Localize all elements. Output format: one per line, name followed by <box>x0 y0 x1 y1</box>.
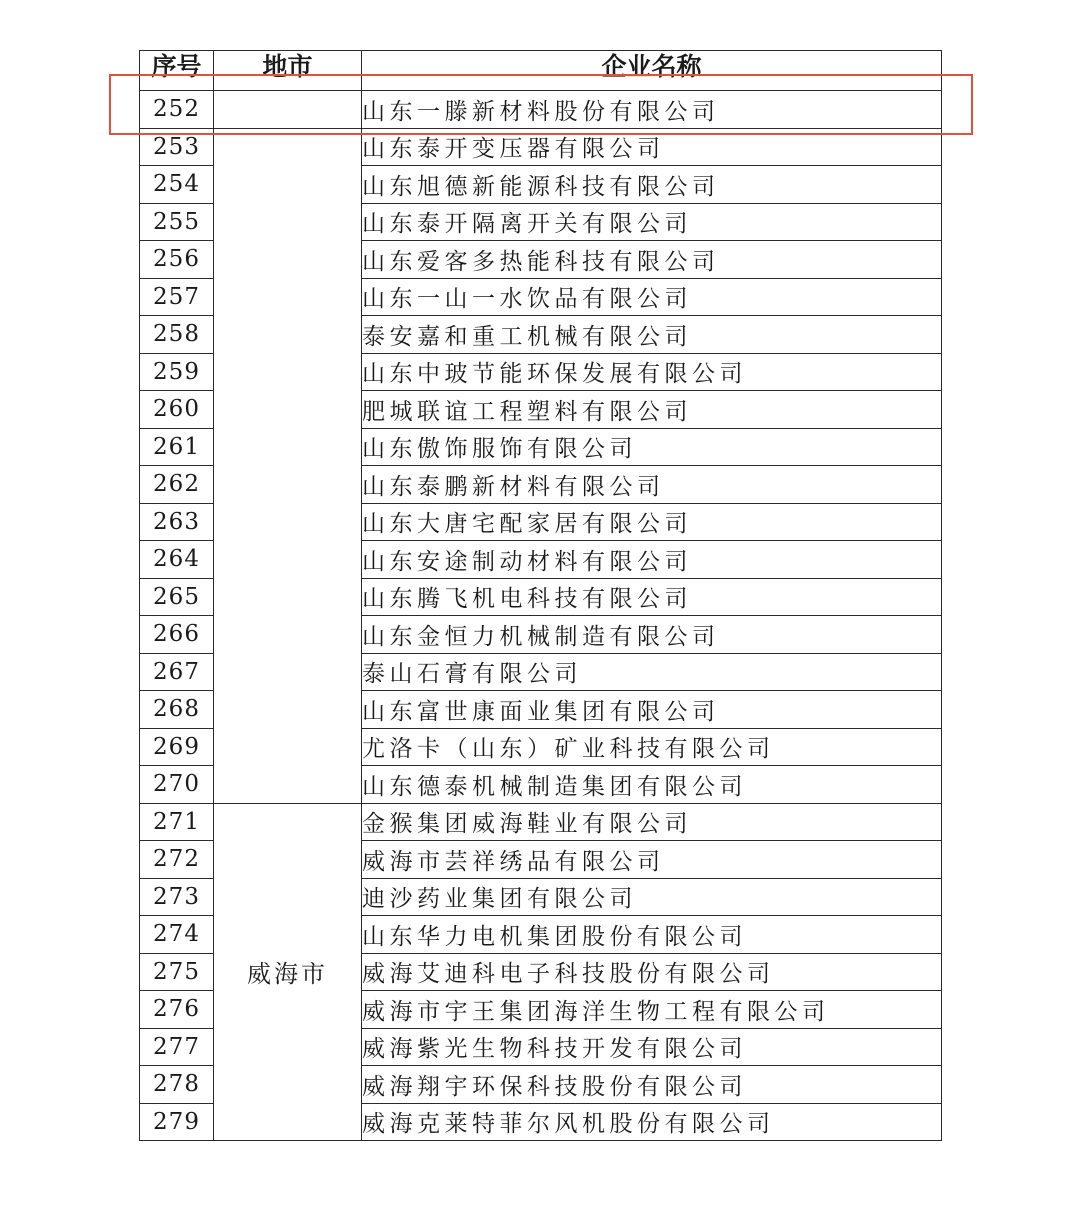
row-enterprise-name: 威海紫光生物科技开发有限公司 <box>362 1028 942 1066</box>
row-enterprise-name: 山东金恒力机械制造有限公司 <box>362 616 942 654</box>
table-row <box>140 91 942 129</box>
row-serial-number: 256 <box>140 241 214 279</box>
row-serial-number: 275 <box>140 953 214 991</box>
row-enterprise-name: 金猴集团威海鞋业有限公司 <box>362 803 942 841</box>
row-serial-number: 252 <box>140 91 214 129</box>
enterprise-list-table <box>139 50 942 1141</box>
header-city: 地市 <box>214 51 362 91</box>
row-enterprise-name: 尤洛卡（山东）矿业科技有限公司 <box>362 728 942 766</box>
row-serial-number: 263 <box>140 503 214 541</box>
city-cell-weihai: 威海市 <box>214 803 362 1141</box>
row-serial-number: 262 <box>140 466 214 504</box>
row-serial-number: 269 <box>140 728 214 766</box>
row-enterprise-name: 威海艾迪科电子科技股份有限公司 <box>362 953 942 991</box>
row-enterprise-name: 威海克莱特菲尔风机股份有限公司 <box>362 1103 942 1141</box>
row-enterprise-name: 山东富世康面业集团有限公司 <box>362 691 942 729</box>
row-enterprise-name: 山东傲饰服饰有限公司 <box>362 428 942 466</box>
row-enterprise-name: 威海市宇王集团海洋生物工程有限公司 <box>362 991 942 1029</box>
table-row <box>140 128 942 166</box>
row-enterprise-name: 山东一山一水饮品有限公司 <box>362 278 942 316</box>
row-enterprise-name: 山东安途制动材料有限公司 <box>362 541 942 579</box>
row-enterprise-name: 山东华力电机集团股份有限公司 <box>362 916 942 954</box>
row-serial-number: 253 <box>140 128 214 166</box>
row-serial-number: 261 <box>140 428 214 466</box>
row-serial-number: 255 <box>140 203 214 241</box>
row-serial-number: 259 <box>140 353 214 391</box>
row-enterprise-name: 山东旭德新能源科技有限公司 <box>362 166 942 204</box>
row-enterprise-name: 泰安嘉和重工机械有限公司 <box>362 316 942 354</box>
row-serial-number: 265 <box>140 578 214 616</box>
row-serial-number: 260 <box>140 391 214 429</box>
row-serial-number: 258 <box>140 316 214 354</box>
row-serial-number: 264 <box>140 541 214 579</box>
row-serial-number: 271 <box>140 803 214 841</box>
row-enterprise-name: 威海市芸祥绣品有限公司 <box>362 841 942 879</box>
row-enterprise-name: 威海翔宇环保科技股份有限公司 <box>362 1066 942 1104</box>
row-enterprise-name: 山东泰开变压器有限公司 <box>362 128 942 166</box>
row-serial-number: 268 <box>140 691 214 729</box>
row-enterprise-name: 山东泰鹏新材料有限公司 <box>362 466 942 504</box>
row-serial-number: 267 <box>140 653 214 691</box>
row-serial-number: 276 <box>140 991 214 1029</box>
row-enterprise-name: 山东大唐宅配家居有限公司 <box>362 503 942 541</box>
table-header-row <box>140 51 942 91</box>
row-enterprise-name: 山东泰开隔离开关有限公司 <box>362 203 942 241</box>
row-enterprise-name: 泰山石膏有限公司 <box>362 653 942 691</box>
row-serial-number: 278 <box>140 1066 214 1104</box>
row-serial-number: 254 <box>140 166 214 204</box>
row-enterprise-name: 山东爱客多热能科技有限公司 <box>362 241 942 279</box>
row-enterprise-name: 山东德泰机械制造集团有限公司 <box>362 766 942 804</box>
row-serial-number: 266 <box>140 616 214 654</box>
table-row <box>140 803 942 841</box>
row-enterprise-name: 山东腾飞机电科技有限公司 <box>362 578 942 616</box>
row-enterprise-name: 山东中玻节能环保发展有限公司 <box>362 353 942 391</box>
row-enterprise-name: 肥城联谊工程塑料有限公司 <box>362 391 942 429</box>
row-serial-number: 274 <box>140 916 214 954</box>
row-enterprise-name: 迪沙药业集团有限公司 <box>362 878 942 916</box>
row-serial-number: 272 <box>140 841 214 879</box>
merged-city-cell <box>214 128 362 803</box>
row-serial-number: 270 <box>140 766 214 804</box>
row-serial-number: 273 <box>140 878 214 916</box>
row-serial-number: 257 <box>140 278 214 316</box>
row-city-empty <box>214 91 362 129</box>
row-enterprise-name: 山东一滕新材料股份有限公司 <box>362 91 942 129</box>
row-serial-number: 277 <box>140 1028 214 1066</box>
row-serial-number: 279 <box>140 1103 214 1141</box>
header-serial-number: 序号 <box>140 51 214 91</box>
header-enterprise-name: 企业名称 <box>362 51 942 91</box>
